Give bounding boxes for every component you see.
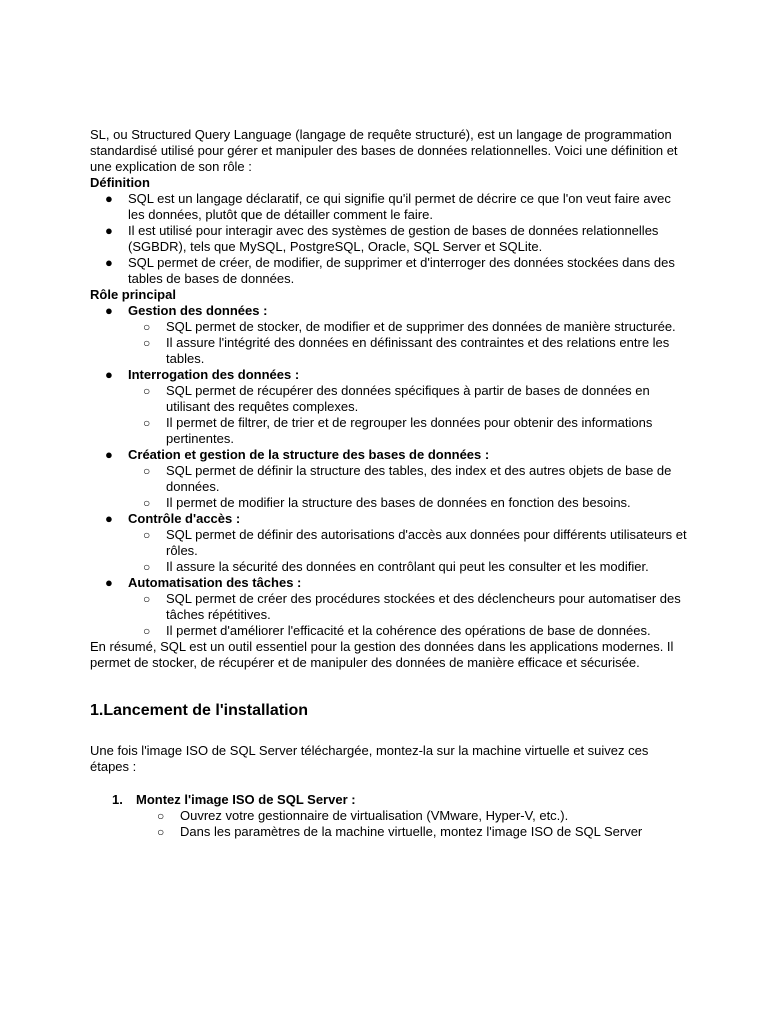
list-item: ○ Il assure la sécurité des données en contrôlant qui peut les consulter et les modifier. (143, 559, 649, 574)
list-item: ○ Dans les paramètres de la machine virtuelle, montez l'image ISO de SQL Server (157, 824, 643, 839)
definition-heading: Définition (90, 175, 150, 190)
step-number: 1. (112, 792, 123, 807)
list-item: ○ Il assure l'intégrité des données en définissant des contraintes et des relations entre les tables. (143, 335, 670, 366)
circle-bullet-icon: ○ (143, 592, 151, 606)
list-item: ○ Il permet de filtrer, de trier et de regrouper les données pour obtenir des informations pertinentes. (143, 415, 653, 446)
list-item: ● SQL est un langage déclaratif, ce qui signifie qu'il permet de décrire ce que l'on veut faire avec les données, plutôt que de détailler comment le faire. (105, 191, 671, 222)
role-heading: Rôle principal (90, 287, 176, 302)
bullet-icon: ● (105, 575, 113, 590)
circle-bullet-icon: ○ (143, 624, 151, 638)
role-list (90, 303, 690, 639)
list-item: ○ SQL permet de créer des procédures stockées et des déclencheurs pour automatiser des tâches répétitives. (143, 591, 681, 622)
circle-bullet-icon: ○ (143, 560, 151, 574)
document-page (90, 127, 690, 840)
list-item: ● Il est utilisé pour interagir avec des systèmes de gestion de bases de données relationnelles (SGBDR), tels que MySQL, PostgreSQL, Oracle, SQL Server et SQLite. (105, 223, 659, 254)
install-steps (90, 792, 690, 840)
list-item: ● SQL permet de créer, de modifier, de supprimer et d'interroger des données stockées dans des tables de bases de données. (105, 255, 675, 286)
role-section-title: ● Interrogation des données : (105, 367, 300, 382)
summary-paragraph: En résumé, SQL est un outil essentiel pour la gestion des données dans les applications modernes. Il permet de stocker, de récupérer et de manipuler des données de manière efficace et sécurisée. (90, 639, 674, 670)
bullet-icon: ● (105, 511, 113, 526)
circle-bullet-icon: ○ (143, 384, 151, 398)
list-item: ○ SQL permet de définir des autorisations d'accès aux données pour différents utilisateurs et rôles. (143, 527, 687, 558)
list-item: ○ SQL permet de récupérer des données spécifiques à partir de bases de données en utilisant des requêtes complexes. (143, 383, 650, 414)
circle-bullet-icon: ○ (143, 336, 151, 350)
circle-bullet-icon: ○ (157, 809, 165, 823)
circle-bullet-icon: ○ (143, 416, 151, 430)
role-section-title: ● Automatisation des tâches : (105, 575, 302, 590)
circle-bullet-icon: ○ (143, 464, 151, 478)
intro-paragraph: SL, ou Structured Query Language (langage de requête structuré), est un langage de programmation standardisé utilisé pour gérer et manipuler des bases de données relationnelles. Voici une définition et une explication de son rôle : (90, 127, 678, 174)
definition-list (90, 191, 690, 287)
circle-bullet-icon: ○ (143, 496, 151, 510)
circle-bullet-icon: ○ (157, 825, 165, 839)
bullet-icon: ● (105, 447, 113, 462)
step-title: 1. Montez l'image ISO de SQL Server : (112, 792, 356, 807)
list-item: ○ Il permet d'améliorer l'efficacité et la cohérence des opérations de base de données. (143, 623, 651, 638)
role-section-title: ● Contrôle d'accès : (105, 511, 241, 526)
bullet-icon: ● (105, 303, 113, 318)
bullet-icon: ● (105, 255, 113, 270)
bullet-icon: ● (105, 367, 113, 382)
list-item: ○ Ouvrez votre gestionnaire de virtualisation (VMware, Hyper-V, etc.). (157, 808, 569, 823)
install-heading: 1.Lancement de l'installation (90, 702, 309, 719)
list-item: ○ SQL permet de stocker, de modifier et de supprimer des données de manière structurée. (143, 319, 676, 334)
role-section-title: ● Gestion des données : (105, 303, 268, 318)
circle-bullet-icon: ○ (143, 320, 151, 334)
list-item: ○ SQL permet de définir la structure des tables, des index et des autres objets de base de données. (143, 463, 672, 494)
role-section-title: ● Création et gestion de la structure des bases de données : (105, 447, 490, 462)
circle-bullet-icon: ○ (143, 528, 151, 542)
bullet-icon: ● (105, 223, 113, 238)
install-intro: Une fois l'image ISO de SQL Server téléchargée, montez-la sur la machine virtuelle et suivez ces étapes : (90, 743, 649, 774)
bullet-icon: ● (105, 191, 113, 206)
list-item: ○ Il permet de modifier la structure des bases de données en fonction des besoins. (143, 495, 631, 510)
